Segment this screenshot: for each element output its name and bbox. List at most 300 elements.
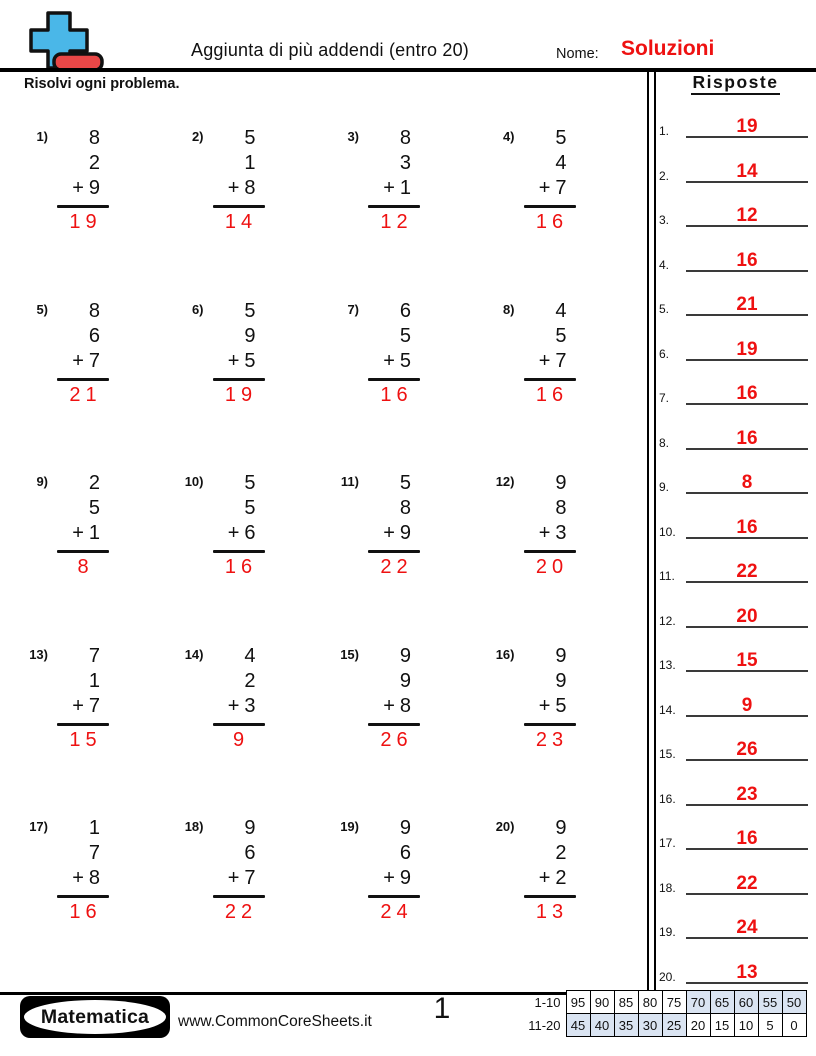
answer-value: 23 — [736, 783, 758, 805]
sum-line — [524, 723, 576, 726]
answers-panel-title: Risposte — [657, 72, 814, 93]
answer-value: 9 — [741, 694, 753, 716]
answer-blank-line — [686, 293, 808, 316]
addend-3-row — [57, 694, 109, 719]
answer-value: 16 — [736, 427, 758, 449]
name-label: Nome: — [556, 46, 599, 62]
answer-blank-line — [686, 961, 808, 984]
addend-2: 9 — [399, 669, 411, 692]
answer-blank-line — [686, 916, 808, 939]
grade-cell: 45 — [566, 1014, 590, 1037]
brand-badge — [20, 996, 170, 1038]
addend-1: 9 — [399, 644, 411, 667]
grade-cell: 50 — [782, 991, 806, 1014]
addend-2: 2 — [244, 669, 256, 692]
problem-number: 8) — [502, 301, 515, 317]
plus-sign: + — [383, 867, 395, 889]
answer-blank-line — [686, 471, 808, 494]
grade-cell: 15 — [710, 1014, 734, 1037]
answer-blank-line — [686, 160, 808, 183]
problem-answer: 26 — [380, 728, 413, 751]
problem — [174, 816, 330, 989]
problem-number: 9) — [36, 474, 48, 489]
grade-cell: 95 — [566, 991, 590, 1014]
addend-3-row — [368, 866, 420, 891]
problem-number: 15) — [340, 646, 359, 662]
addend-3-row — [524, 176, 576, 201]
answer-row — [657, 850, 814, 895]
problem — [485, 299, 641, 472]
addend-3: 7 — [88, 349, 100, 372]
addend-3-row — [368, 349, 420, 374]
addend-2: 6 — [244, 842, 256, 864]
name-value-soluzioni: Soluzioni — [621, 37, 715, 60]
answer-blank-line — [686, 783, 808, 806]
addend-1: 4 — [244, 644, 256, 667]
answer-blank-line — [686, 204, 808, 227]
answer-number: 11. — [659, 569, 675, 583]
sum-line — [524, 378, 576, 381]
addend-2: 1 — [88, 669, 100, 692]
addend-3: 7 — [555, 349, 567, 372]
sum-line — [57, 895, 109, 898]
problem — [174, 471, 330, 644]
sum-line — [368, 378, 420, 381]
addend-3-row — [368, 694, 420, 719]
grade-cell: 60 — [734, 991, 758, 1014]
problem-answer: 16 — [69, 901, 102, 923]
problem-column — [368, 816, 420, 924]
problem-answer: 16 — [535, 383, 569, 406]
addend-2: 8 — [555, 497, 567, 519]
sum-line — [57, 723, 109, 726]
answer-number: 20. — [659, 969, 676, 984]
answer-number: 13. — [659, 658, 676, 672]
page-number: 1 — [433, 992, 451, 1025]
addend-2: 7 — [88, 842, 100, 864]
brand-oval — [24, 1000, 166, 1034]
addend-2: 5 — [244, 497, 256, 519]
answer-blank-line — [686, 605, 808, 628]
brand-name: Matematica — [40, 1005, 150, 1028]
sum-line — [57, 550, 109, 553]
problem — [174, 299, 330, 472]
problem — [174, 644, 330, 817]
addend-3-row — [368, 176, 420, 201]
plus-sign: + — [383, 349, 395, 372]
grade-cell: 30 — [638, 1014, 662, 1037]
addend-2: 5 — [399, 324, 411, 347]
problem-answer: 16 — [224, 556, 258, 578]
sum-line — [213, 205, 265, 208]
sum-line — [213, 378, 265, 381]
problem-answer: 12 — [380, 211, 413, 233]
sum-line — [368, 723, 420, 726]
answer-row — [657, 450, 814, 495]
problem — [485, 816, 641, 989]
problem-column — [524, 816, 576, 924]
problem-column — [524, 644, 576, 752]
answer-blank-line — [686, 382, 808, 405]
addend-1: 8 — [88, 127, 100, 149]
answer-row — [657, 272, 814, 317]
problem-answer: 9 — [232, 728, 250, 751]
problem-column — [524, 299, 576, 407]
plus-sign: + — [227, 177, 240, 199]
addend-3-row — [57, 866, 109, 891]
answer-value: 26 — [736, 739, 758, 760]
addend-3: 7 — [244, 867, 256, 889]
sum-line — [213, 550, 265, 553]
problem-column — [57, 471, 109, 579]
problem — [18, 299, 174, 472]
problem-number: 7) — [347, 301, 359, 317]
answer-value: 16 — [736, 828, 758, 849]
problem-column — [213, 126, 265, 234]
addend-1: 5 — [555, 127, 567, 149]
problem-answer: 16 — [380, 383, 413, 406]
answer-number: 19. — [659, 925, 676, 939]
answer-number: 18. — [659, 880, 676, 895]
addend-1: 9 — [555, 644, 567, 667]
problem-column — [57, 299, 109, 407]
footer-divider — [0, 992, 566, 995]
addend-1: 2 — [88, 472, 100, 494]
answer-value: 21 — [736, 294, 758, 315]
addend-1: 5 — [399, 472, 411, 494]
addend-1: 7 — [88, 644, 100, 667]
addend-3-row — [368, 521, 420, 546]
problem-number: 14) — [184, 646, 204, 662]
problem — [485, 471, 641, 644]
problem — [18, 644, 174, 817]
problem-number: 13) — [29, 646, 48, 662]
grade-row-label: 11-20 — [528, 1017, 561, 1033]
addend-2: 5 — [555, 324, 567, 347]
problem-column — [57, 126, 109, 234]
addend-3: 2 — [555, 867, 567, 889]
plus-sign: + — [72, 349, 84, 372]
problem-answer: 22 — [380, 556, 413, 578]
problem-number: 18) — [184, 819, 204, 834]
problem-column — [368, 299, 420, 407]
grade-cell: 85 — [614, 991, 638, 1014]
answer-row — [657, 361, 814, 406]
addend-1: 9 — [555, 817, 567, 839]
answer-value: 22 — [736, 872, 758, 894]
addend-1: 9 — [555, 472, 567, 494]
problem-number: 6) — [191, 301, 204, 317]
problem-answer: 14 — [224, 211, 258, 233]
answer-number: 9. — [659, 480, 670, 494]
problem-column — [524, 471, 576, 579]
grade-cell: 20 — [686, 1014, 710, 1037]
plus-sign: + — [538, 694, 551, 717]
addend-3-row — [213, 349, 265, 374]
sum-line — [524, 895, 576, 898]
answer-row — [657, 806, 814, 851]
plus-sign: + — [538, 522, 551, 544]
plus-sign: + — [72, 867, 84, 889]
addend-3: 3 — [555, 522, 567, 544]
answer-number: 1. — [659, 124, 670, 138]
addend-2: 8 — [399, 497, 411, 519]
grade-cell: 75 — [662, 991, 686, 1014]
grade-cell: 25 — [662, 1014, 686, 1037]
grading-table — [524, 990, 807, 1037]
problem-answer: 24 — [380, 901, 413, 923]
sum-line — [213, 895, 265, 898]
problem — [485, 644, 641, 817]
addend-3-row — [57, 521, 109, 546]
problem-number: 2) — [191, 129, 204, 144]
addend-1: 9 — [399, 817, 411, 839]
addend-3-row — [524, 694, 576, 719]
grade-cell: 35 — [614, 1014, 638, 1037]
problem-answer: 19 — [224, 383, 258, 406]
answer-value: 19 — [736, 338, 758, 360]
answer-row — [657, 138, 814, 183]
addend-3: 1 — [399, 177, 411, 199]
sum-line — [524, 550, 576, 553]
problem — [18, 816, 174, 989]
grade-row — [524, 1014, 806, 1037]
problem — [329, 299, 485, 472]
answer-row — [657, 717, 814, 762]
answer-number: 2. — [659, 168, 670, 183]
answer-row — [657, 494, 814, 539]
answer-blank-line — [686, 694, 808, 717]
addend-1: 5 — [244, 472, 256, 494]
answers-panel — [657, 72, 814, 984]
answer-value: 15 — [736, 650, 758, 671]
answer-value: 24 — [736, 917, 758, 938]
problem — [18, 471, 174, 644]
answer-blank-line — [686, 249, 808, 272]
problem-column — [368, 471, 420, 579]
page-title: Aggiunta di più addendi (entro 20) — [191, 40, 469, 60]
addend-2: 4 — [555, 152, 567, 174]
addend-1: 1 — [88, 817, 100, 839]
addend-1: 8 — [399, 127, 411, 149]
grade-cell: 65 — [710, 991, 734, 1014]
addend-1: 4 — [555, 299, 567, 322]
plus-sign: + — [538, 867, 551, 889]
problem-number: 10) — [184, 474, 204, 489]
addend-2: 6 — [88, 324, 100, 347]
addend-1: 5 — [244, 299, 256, 322]
addend-1: 5 — [244, 127, 256, 149]
problem-answer: 8 — [77, 556, 94, 578]
answer-blank-line — [686, 872, 808, 895]
problem-number: 17) — [29, 819, 48, 834]
problem-column — [213, 816, 265, 924]
answer-number: 10. — [659, 524, 676, 539]
plus-sign: + — [383, 177, 395, 199]
answer-row — [657, 939, 814, 984]
plus-sign: + — [538, 177, 551, 199]
addend-3-row — [213, 176, 265, 201]
answer-number: 16. — [659, 791, 676, 806]
problem-number: 4) — [502, 129, 515, 144]
plus-sign: + — [227, 867, 240, 889]
addend-1: 8 — [88, 299, 100, 322]
problem-answer: 13 — [535, 901, 569, 923]
grade-cell: 0 — [782, 1014, 806, 1037]
problem-number: 16) — [495, 646, 515, 662]
addend-3: 7 — [88, 694, 100, 717]
addend-3: 8 — [399, 694, 411, 717]
plus-sign: + — [538, 349, 551, 372]
answer-row — [657, 227, 814, 272]
answer-blank-line — [686, 427, 808, 450]
grade-cell: 55 — [758, 991, 782, 1014]
sum-line — [57, 205, 109, 208]
answer-number: 6. — [659, 346, 670, 361]
answer-value: 22 — [736, 561, 758, 582]
answer-number: 8. — [659, 435, 670, 450]
problem-answer: 19 — [69, 211, 102, 233]
answer-value: 12 — [736, 205, 758, 226]
answer-value: 20 — [736, 605, 758, 627]
addend-3: 5 — [555, 694, 567, 717]
answers-list — [657, 94, 814, 984]
problem-answer: 22 — [224, 901, 258, 923]
plus-sign: + — [383, 694, 395, 717]
answer-value: 13 — [736, 961, 758, 983]
addend-3: 8 — [244, 177, 256, 199]
problem-number: 1) — [36, 129, 48, 144]
answer-blank-line — [686, 516, 808, 539]
problems-grid — [18, 126, 640, 989]
problem-answer: 16 — [535, 211, 569, 233]
problem — [18, 126, 174, 299]
answer-value: 19 — [736, 116, 758, 137]
answer-number: 12. — [659, 613, 676, 628]
addend-3-row — [213, 866, 265, 891]
answer-blank-line — [686, 560, 808, 583]
problem-number: 11) — [340, 474, 359, 489]
problem-number: 12) — [495, 474, 515, 489]
answer-value: 16 — [736, 383, 758, 404]
grade-row-label: 1-10 — [534, 994, 561, 1010]
addend-3-row — [524, 521, 576, 546]
problem-answer: 21 — [69, 383, 102, 406]
grade-cell: 80 — [638, 991, 662, 1014]
plus-sign: + — [72, 522, 84, 544]
addend-3-row — [524, 866, 576, 891]
addend-2: 9 — [555, 669, 567, 692]
header-divider — [0, 68, 816, 72]
problem-column — [213, 644, 265, 752]
answer-row — [657, 628, 814, 673]
sum-line — [524, 205, 576, 208]
addend-2: 2 — [555, 842, 567, 864]
answer-row — [657, 405, 814, 450]
problem — [329, 126, 485, 299]
grade-row — [524, 991, 806, 1014]
sum-line — [368, 895, 420, 898]
sum-line — [368, 205, 420, 208]
answer-number: 3. — [659, 213, 670, 227]
problem-column — [213, 471, 265, 579]
answer-number: 4. — [659, 257, 670, 272]
answer-row — [657, 761, 814, 806]
addend-3-row — [57, 349, 109, 374]
addend-2: 2 — [88, 152, 100, 174]
problem-answer: 23 — [535, 728, 569, 751]
answer-blank-line — [686, 827, 808, 850]
addend-3: 8 — [88, 867, 100, 889]
problem-column — [368, 644, 420, 752]
problem-answer: 15 — [69, 728, 102, 751]
answer-number: 14. — [659, 702, 676, 717]
sum-line — [213, 723, 265, 726]
addend-3-row — [524, 349, 576, 374]
addend-3: 1 — [88, 522, 100, 544]
plus-sign: + — [383, 522, 395, 544]
problem-column — [57, 816, 109, 924]
problem-column — [524, 126, 576, 234]
problem — [329, 471, 485, 644]
grade-cell: 70 — [686, 991, 710, 1014]
addend-3-row — [213, 694, 265, 719]
problem — [329, 644, 485, 817]
problem-column — [213, 299, 265, 407]
answer-blank-line — [686, 649, 808, 672]
addend-2: 6 — [399, 842, 411, 864]
website-link[interactable]: www.CommonCoreSheets.it — [178, 1013, 372, 1030]
addend-1: 9 — [244, 817, 256, 839]
answers-column-separator — [647, 71, 656, 993]
addend-3-row — [57, 176, 109, 201]
problem-column — [57, 644, 109, 752]
answer-value: 16 — [736, 516, 758, 538]
addend-3: 9 — [88, 177, 100, 199]
instruction-text: Risolvi ogni problema. — [24, 76, 180, 92]
answer-blank-line — [686, 338, 808, 361]
answer-number: 15. — [659, 747, 676, 761]
problem — [485, 126, 641, 299]
answer-row — [657, 672, 814, 717]
answer-row — [657, 183, 814, 228]
answer-row — [657, 539, 814, 584]
problem-number: 5) — [36, 301, 48, 317]
answer-value: 8 — [741, 472, 753, 493]
answer-number: 7. — [659, 391, 670, 405]
sum-line — [57, 378, 109, 381]
addend-2: 9 — [244, 324, 256, 347]
answer-row — [657, 316, 814, 361]
grade-cell: 5 — [758, 1014, 782, 1037]
addend-3: 9 — [399, 867, 411, 889]
answer-number: 17. — [659, 836, 676, 850]
problem-answer: 20 — [535, 556, 569, 578]
answer-value: 16 — [736, 249, 758, 271]
answer-row — [657, 583, 814, 628]
sum-line — [368, 550, 420, 553]
addend-3: 5 — [399, 349, 411, 372]
answer-number: 5. — [659, 302, 670, 316]
problem — [174, 126, 330, 299]
problem-number: 3) — [347, 129, 359, 144]
problem-number: 19) — [340, 819, 359, 834]
answer-row — [657, 94, 814, 139]
addend-3: 6 — [244, 522, 256, 544]
addend-3: 3 — [244, 694, 256, 717]
answer-blank-line — [686, 738, 808, 761]
grade-cell: 10 — [734, 1014, 758, 1037]
